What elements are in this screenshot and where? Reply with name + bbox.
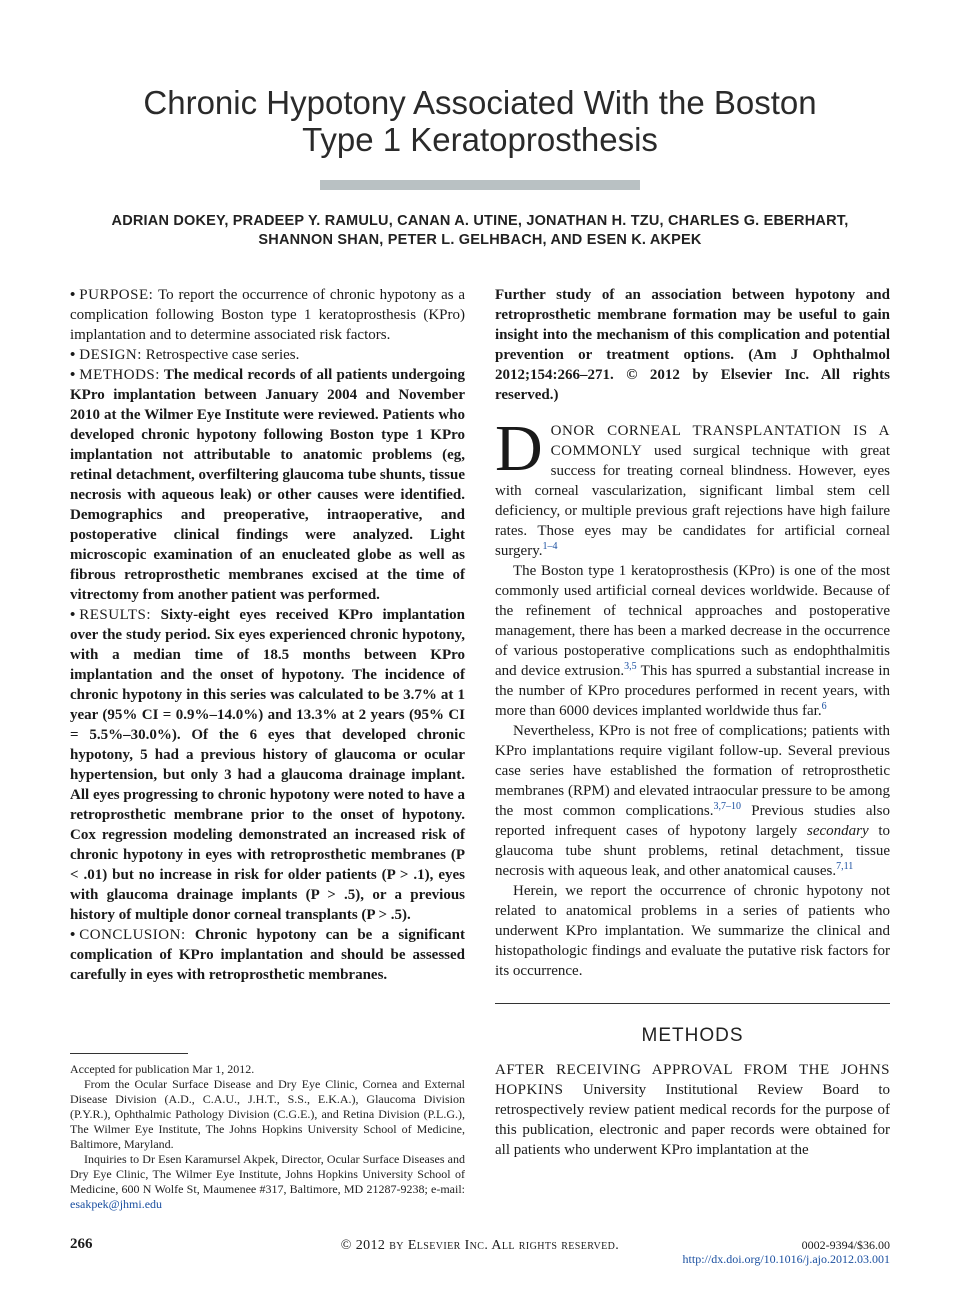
conclusion-label: CONCLUSION:: [79, 927, 186, 943]
abstract-design: • DESIGN: Retrospective case series.: [70, 347, 300, 363]
journal-citation: (Am J Ophthalmol 2012;154:266–271. © 2012 by Elsevier Inc. All rights reserved.): [495, 347, 890, 403]
authors-line-1: ADRIAN DOKEY, PRADEEP Y. RAMULU, CANAN A. UTINE, JONATHAN H. TZU, CHARLES G. EBERHART,: [111, 213, 849, 229]
authors-line-2: SHANNON SHAN, PETER L. GELHBACH, AND ESEN K. AKPEK: [258, 232, 702, 248]
author-list: [70, 212, 890, 250]
drop-cap: D: [495, 412, 543, 485]
abstract-purpose: • PURPOSE: To report the occurrence of chronic hypotony as a complication following Boston type 1 keratoprosthesis (KPro) implantation and to determine associated risk factors.: [70, 287, 466, 343]
conclusion-text: Chronic hypotony can be a significant complication of KPro implantation and should be assessed carefully in eyes with retroprosthetic membranes.: [70, 927, 465, 983]
intro-lead: ONOR CORNEAL TRANSPLANTATION IS A COMMONLY: [550, 423, 890, 459]
intro-paragraph-2: The Boston type 1 keratoprosthesis (KPro) is one of the most commonly used artificial corneal devices worldwide. Because of the refinement of technical approaches and postoperative management, there has been a marked decrease in the occurrence of various postoperative complications such as endophthalmitis and device extrusion.$^{3,5}$ This has spurred a substantial increase in the number of KPro procedures performed in recent years, with more than 6000 devices implanted worldwide thus far.$^6$: [495, 563, 891, 719]
doi-link[interactable]: http://dx.doi.org/10.1016/j.ajo.2012.03.001: [682, 1252, 890, 1266]
results-text: Sixty-eight eyes received KPro implantation over the study period. Six eyes experienced chronic hypotony, with a median time of 18.5 months between KPro implantation and the onset of hypotony. The incidence of chronic hypotony in this series was calculated to be 3.7% at 1 year (95% CI = 0.9%–14.0%) and 13.3% at 2 years (95% CI = 5.5%–30.0%). Of the 6 eyes that developed chronic hypotony, 5 had a previous history of glaucoma or ocular hypertension, but only 3 had a glaucoma drainage implant. All eyes progressing to chronic hypotony were noted to have a retroprosthetic membrane prior to the onset of hypotony. Cox regression modeling demonstrated an increased risk of chronic hypotony in eyes with retroprosthetic membranes (P < .01) but no increase in risk for older patients (P > .1), eyes with glaucoma drainage implants (P > .5), or a previous history of multiple donor corneal transplants (P > .5).: [70, 607, 466, 923]
abstract-results: • RESULTS: Sixty-eight eyes received KPro implantation over the study period. Six eyes experienced chronic hypotony, with a median time of 18.5 months between KPro implantation and the onset of hypotony. The incidence of chronic hypotony in this series was calculated to be 3.7% at 1 year (95% CI = 0.9%–14.0%) and 13.3% at 2 years (95% CI = 5.5%–30.0%). Of the 6 eyes that developed chronic hypotony, 5 had a previous history of glaucoma or ocular hypertension, but only 3 had a glaucoma drainage implant. All eyes progressing to chronic hypotony were noted to have a retroprosthetic membrane prior to the onset of hypotony. Cox regression modeling demonstrated an increased risk of chronic hypotony in eyes with retroprosthetic membranes (P < .01) but no increase in risk for older patients (P > .1), eyes with glaucoma drainage implants (P > .5), or a previous history of multiple donor corneal transplants (P > .5).: [70, 607, 466, 923]
section-divider: [495, 1003, 890, 1004]
footnote-rule: [70, 1053, 188, 1054]
reference-link[interactable]: 1–4: [542, 541, 558, 552]
issn-price: 0002-9394/$36.00: [801, 1238, 890, 1252]
methods-heading: METHODS: [641, 1025, 744, 1046]
methods-paragraph: AFTER RECEIVING APPROVAL FROM THE JOHNS HOPKINS University Institutional Review Board to retrospectively review patient medical records for the purpose of this publication, electronic and paper records were obtained for all patients who underwent KPro implantation at the: [495, 1062, 891, 1158]
methods-label: METHODS:: [79, 367, 160, 383]
abstract-conclusion: • CONCLUSION: Chronic hypotony can be a significant complication of KPro implantation and should be assessed carefully in eyes with retroprosthetic membranes.: [70, 927, 465, 983]
left-column: [70, 285, 465, 985]
purpose-text: To report the occurrence of chronic hypotony as a complication following Boston type 1 keratoprosthesis (KPro) implantation and to determine associated risk factors.: [70, 287, 466, 343]
title-line-1: Chronic Hypotony Associated With the Boston: [143, 84, 817, 121]
purpose-label: PURPOSE:: [79, 287, 154, 303]
article-title: [70, 84, 890, 158]
reference-link[interactable]: 3,5: [624, 661, 637, 672]
methods-text: The medical records of all patients undergoing KPro implantation between January 2004 and November 2010 at the Wilmer Eye Institute were reviewed. Patients who developed chronic hypotony following Boston type 1 KPro implantation not attributable to anatomic problems (eg, retinal detachment, overfiltering glaucoma tube shunts, tissue necrosis with aqueous leak) or other causes were identified. Demographics and preoperative, intraoperative, and postoperative clinical findings were analyzed. Light microscopic examination of an enucleated globe as well as fibrous retroprosthetic membranes excised at the time of vitrectomy from another patient was performed.: [70, 367, 465, 603]
abstract-methods: • METHODS: The medical records of all patients undergoing KPro implantation between January 2004 and November 2010 at the Wilmer Eye Institute were reviewed. Patients who developed chronic hypotony following Boston type 1 KPro implantation not attributable to anatomic problems (eg, retinal detachment, overfiltering glaucoma tube shunts, tissue necrosis with aqueous leak) or other causes were identified. Demographics and preoperative, intraoperative, and postoperative clinical findings were analyzed. Light microscopic examination of an enucleated globe as well as fibrous retroprosthetic membranes excised at the time of vitrectomy from another patient was performed.: [70, 367, 465, 603]
reference-link[interactable]: 3,7–10: [713, 801, 742, 812]
intro-paragraph-4: Herein, we report the occurrence of chronic hypotony not related to anatomical problems in a series of patients who underwent KPro implantation. We summarize the clinical and histopathologic findings and evaluate the putative risk factors for its occurrence.: [495, 883, 890, 979]
copyright-notice: © 2012 by Elsevier Inc. All rights reserved.: [340, 1238, 620, 1253]
title-line-2: Type 1 Keratoprosthesis: [302, 121, 658, 158]
page-number: 266: [70, 1236, 93, 1252]
footnotes: [70, 1062, 465, 1212]
accepted-note: Accepted for publication Mar 1, 2012.: [70, 1062, 255, 1076]
introduction: [495, 412, 891, 981]
title-rule: [320, 180, 640, 190]
affiliation-note: From the Ocular Surface Disease and Dry Eye Clinic, Cornea and External Disease Division (A.D., C.A.U., J.H.T., S.S., E.K.A.), Glaucoma Division (P.Y.R.), Ophthalmic Pathology Division (C.G.E.), and Retina Division (P.L.G.), The Wilmer Eye Institute, The Johns Hopkins University School of Medicine, Baltimore, Maryland.: [70, 1077, 465, 1151]
abstract-continuation: Further study of an association between hypotony and retroprosthetic membrane formation may be useful to gain insight into the mechanism of this complication and potential prevention or treatment options. (Am J Ophthalmol 2012;154:266–271. © 2012 by Elsevier Inc. All rights reserved.): [495, 287, 890, 403]
intro-paragraph-1: DONOR CORNEAL TRANSPLANTATION IS A COMMONLY used surgical technique with great success for treating corneal blindness. However, eyes with corneal vascularization, significant limbal stem cell deficiency, or multiple previous graft rejections have high failure rates. Those eyes may be candidates for artificial corneal surgery.$^{1-4}$: [495, 412, 891, 559]
reference-link[interactable]: 6: [821, 701, 827, 712]
design-text: Retrospective case series.: [145, 347, 300, 363]
methods-lead: AFTER RECEIVING APPROVAL FROM THE JOHNS HOPKINS: [495, 1062, 890, 1098]
reference-link[interactable]: 7,11: [836, 861, 854, 872]
publication-info: [683, 1238, 890, 1266]
design-label: DESIGN:: [79, 347, 142, 363]
results-label: RESULTS:: [79, 607, 152, 623]
right-column: [495, 285, 890, 1160]
intro-paragraph-3: Nevertheless, KPro is not free of complications; patients with KPro implantations require vigilant follow-up. Several previous case series have established the formation of retroprosthetic membranes (RPM) and elevated intraocular pressure to be among the most common complications.$^{3,7-10}$ Previous studies also reported infrequent cases of hypotony largely secondary to glaucoma tube shunt problems, retinal detachment, tissue necrosis with aqueous leak, and other anatomical causes.$^{7,11}$: [495, 723, 891, 879]
email-link[interactable]: esakpek@jhmi.edu: [70, 1197, 163, 1211]
inquiries-note: Inquiries to Dr Esen Karamursel Akpek, Director, Ocular Surface Diseases and Dry Eye Clinic, The Wilmer Eye Institute, Johns Hopkins University School of Medicine, 600 N Wolfe St, Maumenee #317, Baltimore, MD 21287-9238; e-mail: esakpek@jhmi.edu: [70, 1152, 465, 1211]
